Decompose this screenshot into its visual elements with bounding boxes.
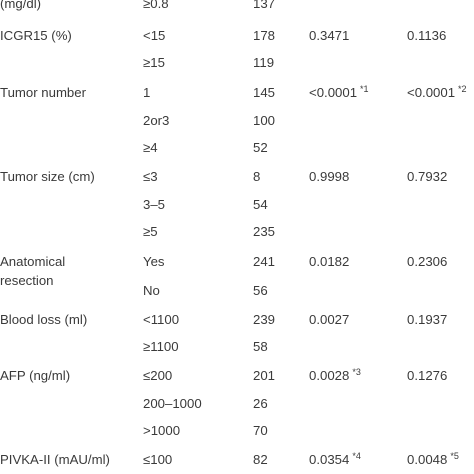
table-row (0, 452, 474, 468)
p-value-univariate: 0.9998 (309, 169, 350, 184)
p-value-univariate: 0.3471 (309, 28, 350, 43)
count-value: 241 (253, 254, 276, 269)
category-label: <1100 (143, 312, 180, 327)
category-label: ≤3 (143, 169, 158, 184)
variable-label: Tumor number (0, 85, 86, 100)
count-value: 8 (253, 169, 261, 184)
count-value: 70 (253, 423, 268, 438)
table-row (0, 423, 474, 439)
table-row (0, 0, 474, 12)
category-label: ≥0.8 (143, 0, 169, 11)
category-label: 2or3 (143, 113, 170, 128)
table-row (0, 197, 474, 213)
category-label: ≤200 (143, 368, 173, 383)
footnote-marker: *5 (450, 451, 459, 461)
table-row (0, 339, 474, 355)
p-value-univariate (309, 452, 361, 469)
count-value: 239 (253, 312, 276, 327)
table-row (0, 169, 474, 185)
category-label: ≥1100 (143, 339, 179, 354)
p-value-univariate: 0.0182 (309, 254, 350, 269)
table-row (0, 312, 474, 328)
variable-label: AFP (ng/ml) (0, 368, 71, 383)
category-label: 200–1000 (143, 396, 202, 411)
p-value-multivariate: 0.1136 (407, 28, 447, 43)
category-label: >1000 (143, 423, 181, 438)
category-label: Yes (143, 254, 165, 269)
count-value: 82 (253, 452, 268, 467)
count-value: 145 (253, 85, 276, 100)
p-value-multivariate (407, 452, 459, 469)
count-value: 235 (253, 224, 276, 239)
table-row (0, 396, 474, 412)
category-label: <15 (143, 28, 166, 43)
count-value: 54 (253, 197, 268, 212)
table-row (0, 224, 474, 240)
count-value: 178 (253, 28, 276, 43)
table-row (0, 368, 474, 384)
table-row (0, 140, 474, 156)
count-value: 201 (253, 368, 276, 383)
footnote-marker: *1 (360, 84, 369, 94)
variable-label: Tumor size (cm) (0, 169, 95, 184)
category-label: ≤100 (143, 452, 173, 467)
footnote-marker: *4 (352, 451, 361, 461)
p-value-multivariate: 0.2306 (407, 254, 448, 269)
table-row (0, 55, 474, 71)
footnote-marker: *2 (458, 84, 467, 94)
p-value-univariate (309, 368, 361, 385)
p-value-text: <0.0001 (309, 85, 358, 100)
count-value: 100 (253, 113, 276, 128)
category-label: 1 (143, 85, 151, 100)
count-value: 56 (253, 283, 268, 298)
variable-label: ICGR15 (%) (0, 28, 72, 43)
count-value: 58 (253, 339, 268, 354)
variable-label-continued: resection (0, 273, 54, 288)
p-value-multivariate: 0.1937 (407, 312, 448, 327)
p-value-multivariate (407, 85, 467, 102)
p-value-univariate (309, 85, 369, 102)
count-value: 52 (253, 140, 268, 155)
p-value-text: 0.0354 (309, 452, 350, 467)
p-value-text: 0.0028 (309, 368, 350, 383)
p-value-text: 0.0048 (407, 452, 448, 467)
table-row (0, 113, 474, 129)
table-row (0, 254, 474, 270)
table-row (0, 85, 474, 101)
p-value-text: <0.0001 (407, 85, 456, 100)
variable-label: Blood loss (ml) (0, 312, 88, 327)
category-label: 3–5 (143, 197, 166, 212)
table-row (0, 283, 474, 299)
category-label: ≥5 (143, 224, 158, 239)
count-value: 137 (253, 0, 276, 11)
p-value-univariate: 0.0027 (309, 312, 350, 327)
variable-label: PIVKA-II (mAU/ml) (0, 452, 110, 467)
count-value: 26 (253, 396, 268, 411)
table-row (0, 28, 474, 44)
variable-label: Anatomical (0, 254, 66, 269)
count-value: 119 (253, 55, 275, 70)
p-value-multivariate: 0.1276 (407, 368, 448, 383)
category-label: ≥4 (143, 140, 158, 155)
p-value-multivariate: 0.7932 (407, 169, 448, 184)
category-label: No (143, 283, 160, 298)
footnote-marker: *3 (352, 367, 361, 377)
category-label: ≥15 (143, 55, 165, 70)
variable-label: (mg/dl) (0, 0, 42, 11)
